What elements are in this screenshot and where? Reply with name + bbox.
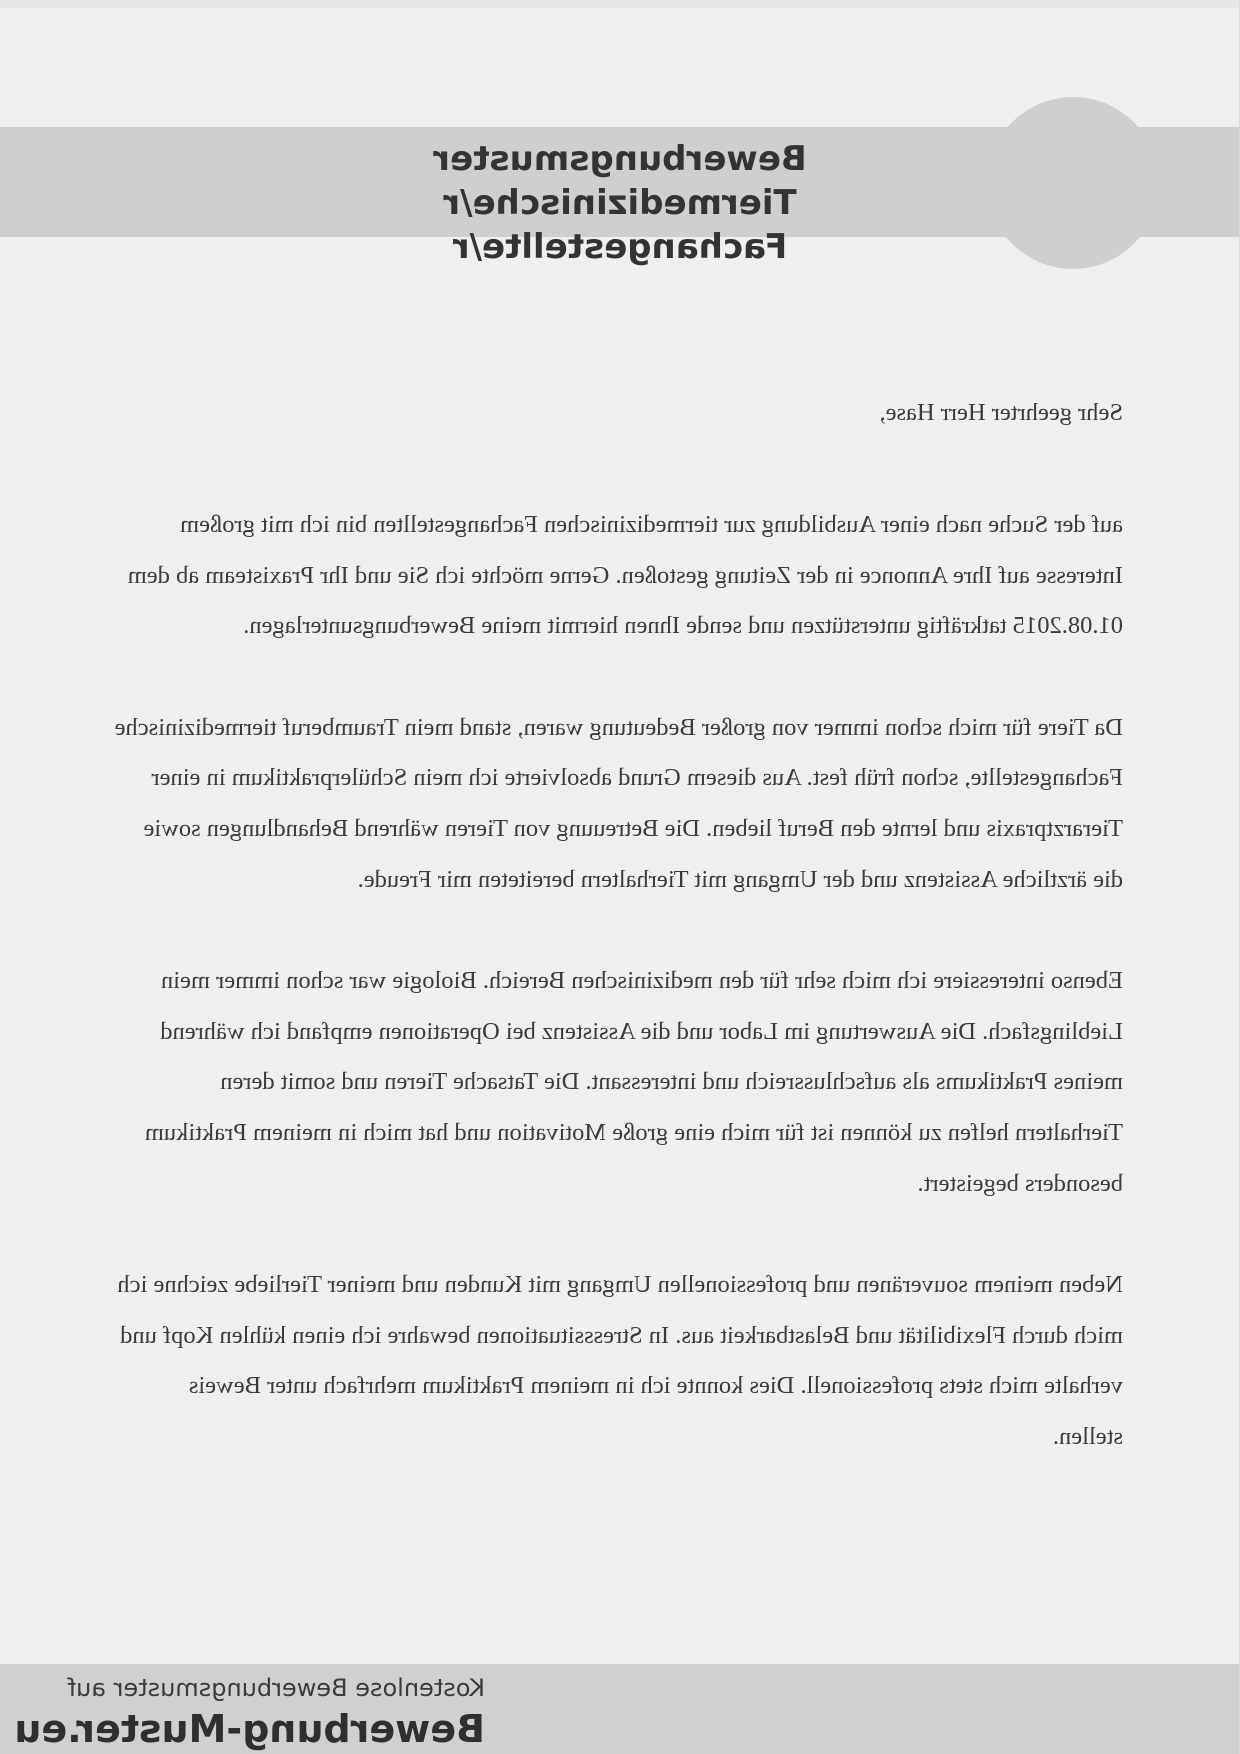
header-title <box>300 137 940 269</box>
letter-body <box>113 393 1123 1463</box>
letter-salutation: Sehr geehrter Herr Hase, <box>879 399 1123 426</box>
letter-paragraph-1: auf der Suche nach einer Ausbildung zur tiermedizinischen Fachangestellten bin ich mit großem Interesse auf Ihre Annonce in der Zeitung gestoßen. Gerne möchte ich Sie und Ihr Praxisteam ab dem 01.08.2015 tatkräftig unterstützen und sende Ihnen hiermit meine Bewerbungsunterlagen. <box>127 511 1123 640</box>
footer-tagline: Kostenlose Bewerbungsmuster auf <box>67 1674 485 1702</box>
header-decorative-circle <box>987 97 1159 269</box>
header-title-line2: Tiermedizinische/r Fachangestellte/r <box>443 183 797 267</box>
letter-paragraph-2: Da Tiere für mich schon immer von großer Bedeutung waren, stand mein Traumberuf tiermedizinische Fachangestellte, schon früh fest. Aus diesem Grund absolvierte ich mein Schülerpraktikum in einer Tierarztpraxis und lernte den Beruf lieben. Die Betreuung von Tieren während Behandlungen sowie die ärztliche Assistenz und der Umgang mit Tierhaltern bereiteten mir Freude. <box>114 713 1123 893</box>
top-strip <box>0 0 1240 8</box>
header-title-line1: Bewerbungsmuster <box>433 139 807 179</box>
footer-website: Bewerbung-Muster.eu <box>14 1707 485 1751</box>
letter-paragraph-4: Neben meinem souveränen und professionellen Umgang mit Kunden und meiner Tierliebe zeichne ich mich durch Flexibilität und Belastbarkeit aus. In Stresssituationen bewahre ich einen kühlen Kopf und verhalte mich stets professionell. Dies konnte ich in meinem Praktikum mehrfach unter Beweis stellen. <box>117 1271 1123 1450</box>
letter-paragraph-3: Ebenso interessiere ich mich sehr für den medizinischen Bereich. Biologie war schon immer mein Lieblingsfach. Die Auswertung im Labor und die Assistenz bei Operationen empfand ich während meines Praktikums als aufschlussreich und interessant. Die Tatsache Tieren und somit deren Tierhaltern helfen zu können ist für mich eine große Motivation und hat mich in meinem Praktikum besonders begeistert. <box>144 967 1123 1197</box>
